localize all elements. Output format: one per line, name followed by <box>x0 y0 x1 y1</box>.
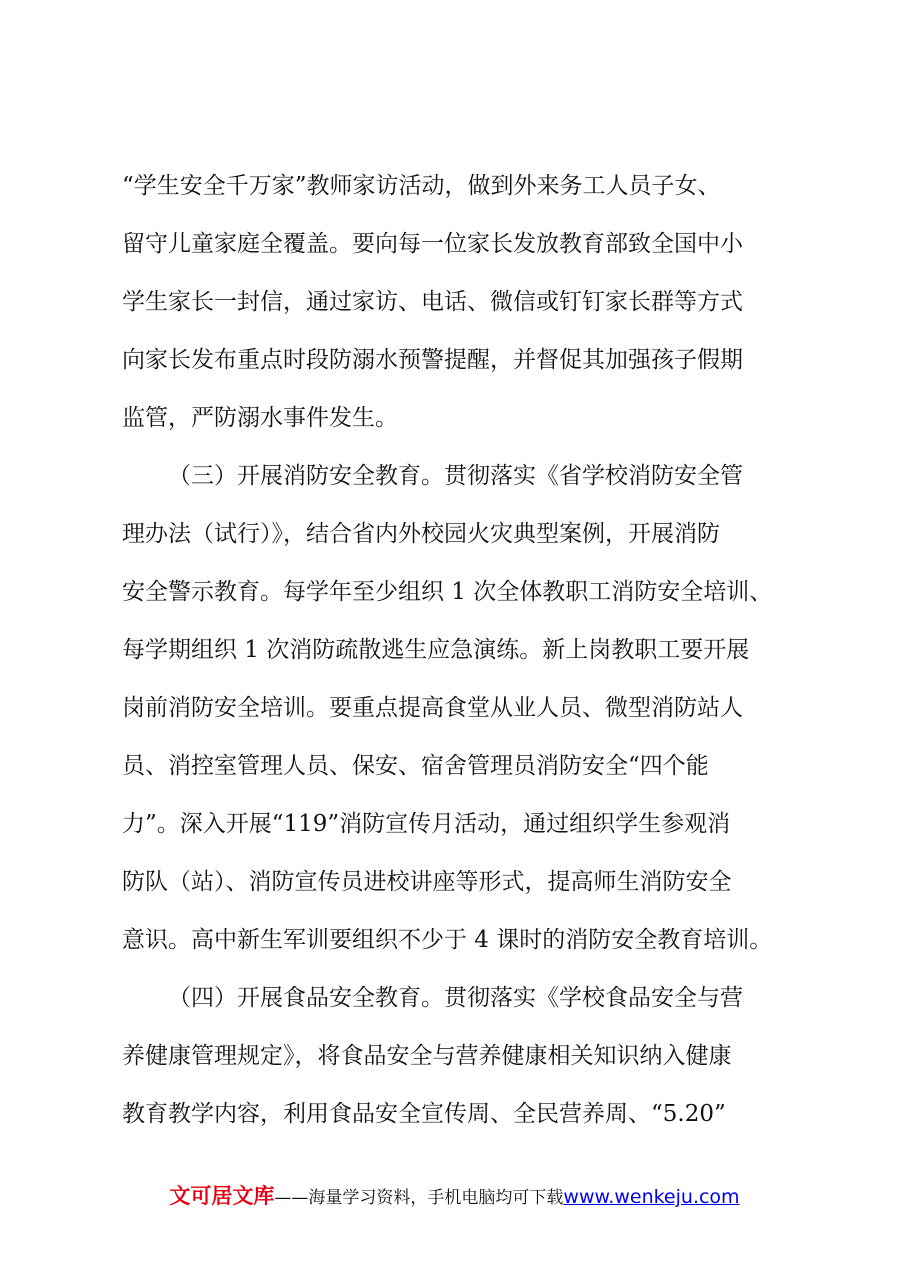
text-line-9: 每学期组织 1 次消防疏散逃生应急演练。新上岗教职工要开展 <box>122 637 750 663</box>
document-body <box>122 166 794 1152</box>
page-footer <box>0 1180 909 1210</box>
text-line-8: 安全警示教育。每学年至少组织 1 次全体教职工消防安全培训、 <box>122 579 773 605</box>
footer-slogan: ——海量学习资料，手机电脑均可下载 <box>274 1188 564 1208</box>
text-line-10: 岗前消防安全培训。要重点提高食堂从业人员、微型消防站人 <box>122 695 743 721</box>
text-line-16: 养健康管理规定》，将食品安全与营养健康相关知识纳入健康 <box>122 1043 732 1069</box>
text-line-4: 向家长发布重点时段防溺水预警提醒，并督促其加强孩子假期 <box>122 347 743 373</box>
text-line-17: 教育教学内容，利用食品安全宣传周、全民营养周、“5.20” <box>122 1101 726 1127</box>
text-line-13: 防队（站）、消防宣传员进校讲座等形式，提高师生消防安全 <box>122 869 732 895</box>
section-heading-4: （四）开展食品安全教育。贯彻落实《学校食品安全与营 <box>168 985 743 1011</box>
text-line-7: 理办法（试行）》，结合省内外校园火灾典型案例，开展消防 <box>122 521 720 547</box>
text-line-2: 留守儿童家庭全覆盖。要向每一位家长发放教育部致全国中小 <box>122 231 743 257</box>
section-heading-3: （三）开展消防安全教育。贯彻落实《省学校消防安全管 <box>168 463 743 489</box>
text-line-14: 意识。高中新生军训要组织不少于 4 课时的消防安全教育培训。 <box>122 927 773 953</box>
footer-site-link[interactable]: www.wenkeju.com <box>563 1186 740 1208</box>
text-line-12: 力”。深入开展“119”消防宣传月活动，通过组织学生参观消 <box>122 811 731 837</box>
footer-brand: 文可居文库 <box>169 1184 275 1208</box>
text-line-1: “学生安全千万家”教师家访活动，做到外来务工人员子女、 <box>122 173 721 199</box>
text-line-5: 监管，严防溺水事件发生。 <box>122 405 398 431</box>
text-line-11: 员、消控室管理人员、保安、宿舍管理员消防安全“四个能 <box>122 753 709 779</box>
text-line-3: 学生家长一封信，通过家访、电话、微信或钉钉家长群等方式 <box>122 289 743 315</box>
